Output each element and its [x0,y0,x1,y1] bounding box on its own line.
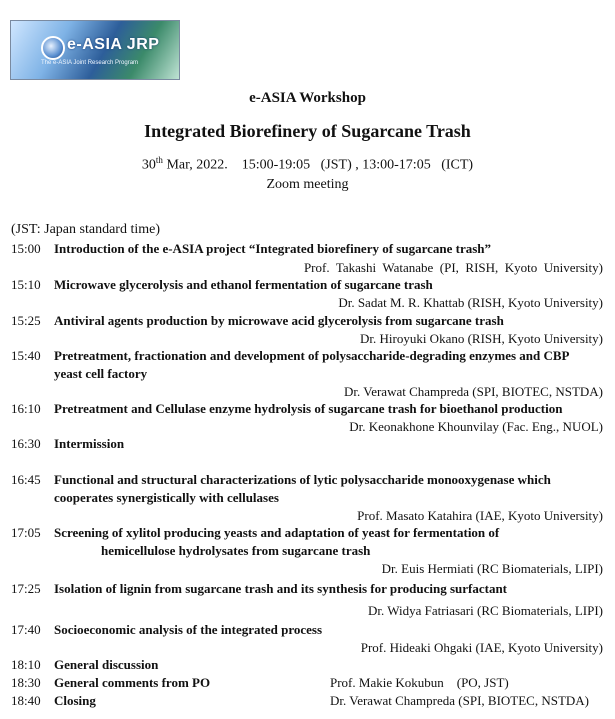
agenda-time: 18:10 [11,657,41,672]
venue: Zoom meeting [266,177,349,192]
agenda-title-line: hemicellulose hydrolysates from sugarcane trash [101,543,371,558]
agenda-speaker: Dr. Verawat Champreda (SPI, BIOTEC, NSTDA) [330,693,589,708]
agenda-title-line: General comments from PO [54,675,211,690]
agenda-time: 18:40 [11,693,41,708]
agenda-time: 15:40 [11,348,41,363]
date-ordinal-suffix: th [155,155,163,165]
agenda-time: 16:30 [11,436,41,451]
date-and-times: Mar, 2022. 15:00-19:05 (JST) , 13:00-17:05 (ICT) [162,157,474,173]
agenda-speaker: Dr. Euis Hermiati (RC Biomaterials, LIPI) [381,561,603,576]
agenda-speaker: Prof. Hideaki Ohgaki (IAE, Kyoto University) [360,640,603,655]
agenda-title-line: cooperates synergistically with cellulases [54,490,279,505]
agenda-time: 17:25 [11,581,41,596]
document-title: Integrated Biorefinery of Sugarcane Trash [144,121,471,141]
agenda-speaker: Dr. Hiroyuki Okano (RISH, Kyoto University) [359,331,603,346]
agenda-time: 16:45 [11,472,41,487]
agenda-title-line: Pretreatment and Cellulase enzyme hydrolysis of sugarcane trash for bioethanol production [54,401,563,416]
agenda-title-line: Antiviral agents production by microwave acid glycerolysis from sugarcane trash [54,313,504,328]
agenda-title-line: Socioeconomic analysis of the integrated process [54,622,323,637]
agenda-title-line: yeast cell factory [54,366,148,381]
agenda-time: 18:30 [11,675,41,690]
agenda-time: 15:00 [11,241,41,256]
agenda-title-line: Functional and structural characterizations of lytic polysaccharide monooxygenase which [54,472,551,487]
agenda-title-line: Screening of xylitol producing yeasts and adaptation of yeast for fermentation of [54,525,500,540]
agenda-title-line: Pretreatment, fractionation and development of polysaccharide-degrading enzymes and CBP [54,348,570,363]
agenda-speaker: Dr. Keonakhone Khounvilay (Fac. Eng., NUOL) [349,419,603,434]
agenda-time: 15:25 [11,313,41,328]
agenda-title-line: Introduction of the e-ASIA project “Integrated biorefinery of sugarcane trash” [54,241,492,256]
timezone-note: (JST: Japan standard time) [11,222,160,237]
agenda-speaker: Dr. Widya Fatriasari (RC Biomaterials, LIPI) [368,603,603,618]
date-day: 30 [141,157,156,173]
agenda-title-line: Isolation of lignin from sugarcane trash and its synthesis for producing surfactant [54,581,508,596]
agenda-speaker: Prof. Masato Katahira (IAE, Kyoto University) [357,508,603,523]
agenda-speaker: Dr. Verawat Champreda (SPI, BIOTEC, NSTDA) [344,384,603,399]
agenda-time: 15:10 [11,277,41,292]
agenda-time: 17:05 [11,525,41,540]
agenda-speaker: Prof. Makie Kokubun (PO, JST) [330,675,509,690]
agenda-title-line: Intermission [54,436,125,451]
agenda-title-line: Microwave glycerolysis and ethanol fermentation of sugarcane trash [54,277,433,292]
workshop-heading: e-ASIA Workshop [249,90,366,106]
agenda-title-line: General discussion [54,657,159,672]
agenda-speaker: Dr. Sadat M. R. Khattab (RISH, Kyoto University) [338,295,603,310]
agenda-speaker: Prof. Takashi Watanabe (PI, RISH, Kyoto University) [303,260,603,275]
agenda-title-line: Closing [54,693,96,708]
logo-brand-text: e-ASIA JRP [67,36,160,53]
logo-tagline: The e-ASIA Joint Research Program [41,60,139,66]
agenda-time: 17:40 [11,622,41,637]
agenda-time: 16:10 [11,401,41,416]
